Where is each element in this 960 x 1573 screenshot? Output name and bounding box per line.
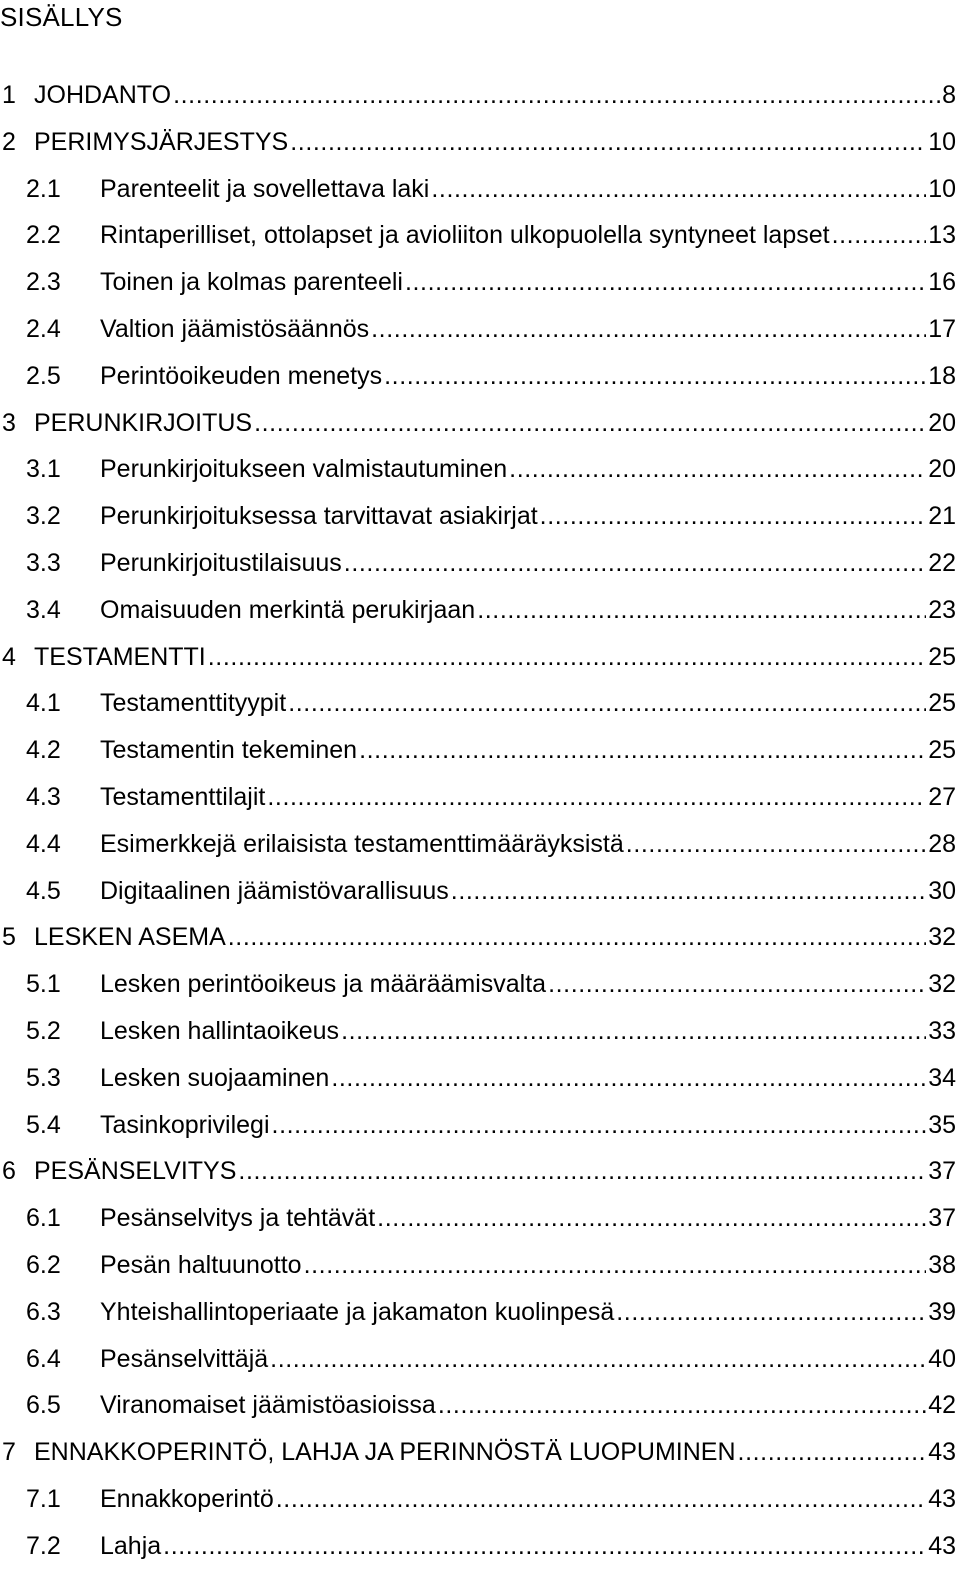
toc-section-entry[interactable] bbox=[0, 1105, 960, 1152]
toc-entry-number: 2 bbox=[2, 127, 16, 156]
toc-section-entry[interactable] bbox=[0, 824, 960, 871]
toc-entry-title: Viranomaiset jäämistöasioissa bbox=[100, 1391, 436, 1420]
toc-dot-leader bbox=[290, 122, 926, 162]
toc-entry-page: 42 bbox=[928, 1391, 956, 1420]
toc-dot-leader bbox=[832, 215, 927, 255]
toc-section-entry[interactable] bbox=[0, 964, 960, 1011]
toc-section-entry[interactable] bbox=[0, 1198, 960, 1245]
toc-entry-page: 33 bbox=[928, 1016, 956, 1045]
toc-entry-number: 3.3 bbox=[26, 548, 61, 577]
toc-dot-leader bbox=[341, 1011, 926, 1051]
toc-entry-title: Ennakkoperintö bbox=[100, 1484, 274, 1513]
toc-entry-title: JOHDANTO bbox=[34, 81, 172, 109]
toc-entry-page: 25 bbox=[928, 689, 956, 718]
toc-entry-number: 6.5 bbox=[26, 1391, 61, 1420]
toc-dot-leader bbox=[548, 964, 926, 1004]
toc-entry-number: 2.4 bbox=[26, 314, 61, 343]
toc-entry-number: 3.1 bbox=[26, 455, 61, 484]
toc-entry-number: 1 bbox=[2, 81, 16, 109]
toc-entry-page: 37 bbox=[928, 1204, 956, 1233]
toc-chapter-entry[interactable] bbox=[0, 75, 960, 122]
toc-section-entry[interactable] bbox=[0, 1385, 960, 1432]
toc-entry-page: 21 bbox=[928, 502, 956, 531]
toc-section-entry[interactable] bbox=[0, 215, 960, 262]
toc-entry-page: 28 bbox=[928, 829, 956, 858]
toc-entry-number: 4.1 bbox=[26, 689, 61, 718]
toc-entry-title: Tasinkoprivilegi bbox=[100, 1110, 270, 1139]
toc-entry-title: Perunkirjoitukseen valmistautuminen bbox=[100, 455, 508, 484]
toc-entry-title: Lesken hallintaoikeus bbox=[100, 1016, 340, 1045]
toc-entry-title: Parenteelit ja sovellettava laki bbox=[100, 174, 430, 203]
toc-entry-page: 20 bbox=[928, 408, 956, 437]
toc-section-entry[interactable] bbox=[0, 1011, 960, 1058]
toc-entry-number: 2.5 bbox=[26, 361, 61, 390]
toc-entry-page: 32 bbox=[928, 970, 956, 999]
toc-dot-leader bbox=[304, 1245, 927, 1285]
toc-entry-page: 34 bbox=[928, 1063, 956, 1092]
toc-entry-number: 4.5 bbox=[26, 876, 61, 905]
toc-section-entry[interactable] bbox=[0, 1479, 960, 1526]
toc-entry-number: 6.2 bbox=[26, 1250, 61, 1279]
toc-section-entry[interactable] bbox=[0, 730, 960, 777]
toc-section-entry[interactable] bbox=[0, 590, 960, 637]
toc-entry-number: 2.1 bbox=[26, 174, 61, 203]
toc-section-entry[interactable] bbox=[0, 1339, 960, 1386]
toc-entry-number: 5.4 bbox=[26, 1110, 61, 1139]
toc-entry-title: LESKEN ASEMA bbox=[34, 923, 226, 952]
toc-entry-title: PERIMYSJÄRJESTYS bbox=[34, 127, 289, 156]
toc-dot-leader bbox=[238, 1151, 926, 1191]
toc-list bbox=[0, 75, 960, 1573]
toc-entry-page: 13 bbox=[928, 221, 956, 250]
toc-entry-number: 4 bbox=[2, 642, 16, 671]
toc-section-entry[interactable] bbox=[0, 1058, 960, 1105]
toc-entry-title: Rintaperilliset, ottolapset ja avioliiton ulkopuolella syntyneet lapset bbox=[100, 221, 830, 250]
toc-chapter-entry[interactable] bbox=[0, 403, 960, 450]
toc-section-entry[interactable] bbox=[0, 356, 960, 403]
toc-dot-leader bbox=[377, 1198, 926, 1238]
toc-entry-number: 3 bbox=[2, 408, 16, 437]
toc-section-entry[interactable] bbox=[0, 1526, 960, 1573]
toc-chapter-entry[interactable] bbox=[0, 917, 960, 964]
toc-entry-number: 7.1 bbox=[26, 1484, 61, 1513]
toc-entry-page: 16 bbox=[928, 268, 956, 297]
toc-entry-page: 38 bbox=[928, 1250, 956, 1279]
toc-dot-leader bbox=[254, 403, 926, 443]
toc-entry-number: 5.3 bbox=[26, 1063, 61, 1092]
toc-dot-leader bbox=[371, 309, 926, 349]
toc-entry-number: 2.3 bbox=[26, 268, 61, 297]
toc-entry-title: PESÄNSELVITYS bbox=[34, 1157, 237, 1186]
toc-entry-title: PERUNKIRJOITUS bbox=[34, 408, 253, 437]
toc-entry-title: Digitaalinen jäämistövarallisuus bbox=[100, 876, 449, 905]
toc-dot-leader bbox=[384, 356, 926, 396]
toc-entry-title: Pesänselvitys ja tehtävät bbox=[100, 1204, 376, 1233]
toc-dot-leader bbox=[276, 1479, 926, 1519]
toc-chapter-entry[interactable] bbox=[0, 637, 960, 684]
toc-entry-title: Perunkirjoitustilaisuus bbox=[100, 548, 342, 577]
toc-entry-title: Testamentin tekeminen bbox=[100, 736, 358, 765]
toc-entry-number: 3.2 bbox=[26, 502, 61, 531]
toc-dot-leader bbox=[616, 1292, 926, 1332]
toc-entry-page: 37 bbox=[928, 1157, 956, 1186]
toc-chapter-entry[interactable] bbox=[0, 1432, 960, 1479]
toc-entry-page: 22 bbox=[928, 548, 956, 577]
toc-entry-title: Toinen ja kolmas parenteeli bbox=[100, 268, 403, 297]
toc-entry-number: 5 bbox=[2, 923, 16, 952]
toc-entry-page: 25 bbox=[928, 642, 956, 671]
toc-dot-leader bbox=[267, 777, 926, 817]
toc-dot-leader bbox=[272, 1105, 927, 1145]
toc-section-entry[interactable] bbox=[0, 543, 960, 590]
toc-entry-number: 3.4 bbox=[26, 595, 61, 624]
toc-dot-leader bbox=[331, 1058, 926, 1098]
toc-dot-leader bbox=[438, 1385, 926, 1425]
toc-section-entry[interactable] bbox=[0, 683, 960, 730]
toc-entry-title: Lesken suojaaminen bbox=[100, 1063, 330, 1092]
toc-entry-title: Lahja bbox=[100, 1531, 162, 1560]
toc-entry-title: Testamenttityypit bbox=[100, 689, 287, 718]
toc-entry-page: 30 bbox=[928, 876, 956, 905]
toc-entry-page: 39 bbox=[928, 1297, 956, 1326]
toc-entry-page: 23 bbox=[928, 595, 956, 624]
toc-entry-number: 2.2 bbox=[26, 221, 61, 250]
toc-dot-leader bbox=[228, 917, 926, 957]
toc-dot-leader bbox=[509, 449, 926, 489]
toc-dot-leader bbox=[431, 169, 926, 209]
toc-chapter-entry[interactable] bbox=[0, 122, 960, 169]
toc-entry-number: 4.2 bbox=[26, 736, 61, 765]
toc-dot-leader bbox=[405, 262, 926, 302]
toc-entry-title: Perunkirjoituksessa tarvittavat asiakirjat bbox=[100, 502, 538, 531]
toc-entry-number: 6.4 bbox=[26, 1344, 61, 1373]
toc-entry-page: 10 bbox=[928, 174, 956, 203]
toc-entry-title: Pesänselvittäjä bbox=[100, 1344, 269, 1373]
toc-entry-page: 17 bbox=[928, 314, 956, 343]
toc-entry-number: 4.4 bbox=[26, 829, 61, 858]
toc-entry-page: 35 bbox=[928, 1110, 956, 1139]
toc-dot-leader bbox=[163, 1526, 926, 1566]
toc-section-entry[interactable] bbox=[0, 449, 960, 496]
toc-entry-number: 7.2 bbox=[26, 1531, 61, 1560]
toc-entry-title: Pesän haltuunotto bbox=[100, 1250, 302, 1279]
toc-entry-title: TESTAMENTTI bbox=[34, 642, 206, 671]
toc-entry-page: 10 bbox=[928, 127, 956, 156]
toc-dot-leader bbox=[270, 1339, 926, 1379]
toc-entry-page: 18 bbox=[928, 361, 956, 390]
toc-dot-leader bbox=[344, 543, 926, 583]
toc-entry-page: 43 bbox=[928, 1484, 956, 1513]
toc-section-entry[interactable] bbox=[0, 871, 960, 918]
toc-entry-title: Valtion jäämistösäännös bbox=[100, 314, 370, 343]
toc-entry-page: 40 bbox=[928, 1344, 956, 1373]
toc-entry-number: 5.1 bbox=[26, 970, 61, 999]
toc-dot-leader bbox=[540, 496, 927, 536]
toc-entry-page: 27 bbox=[928, 782, 956, 811]
toc-section-entry[interactable] bbox=[0, 309, 960, 356]
toc-dot-leader bbox=[626, 824, 926, 864]
toc-section-entry[interactable] bbox=[0, 169, 960, 216]
toc-section-entry[interactable] bbox=[0, 262, 960, 309]
toc-entry-title: Perintöoikeuden menetys bbox=[100, 361, 383, 390]
toc-entry-number: 6 bbox=[2, 1157, 16, 1186]
toc-dot-leader bbox=[359, 730, 926, 770]
toc-section-entry[interactable] bbox=[0, 1292, 960, 1339]
toc-entry-page: 20 bbox=[928, 455, 956, 484]
toc-entry-title: Omaisuuden merkintä perukirjaan bbox=[100, 595, 476, 624]
toc-dot-leader bbox=[173, 75, 940, 115]
toc-dot-leader bbox=[477, 590, 926, 630]
toc-section-entry[interactable] bbox=[0, 1245, 960, 1292]
toc-section-entry[interactable] bbox=[0, 496, 960, 543]
toc-entry-number: 5.2 bbox=[26, 1016, 61, 1045]
toc-entry-title: Lesken perintöoikeus ja määräämisvalta bbox=[100, 970, 547, 999]
toc-dot-leader bbox=[451, 871, 926, 911]
toc-entry-page: 25 bbox=[928, 736, 956, 765]
toc-entry-title: Yhteishallintoperiaate ja jakamaton kuolinpesä bbox=[100, 1297, 615, 1326]
toc-entry-title: ENNAKKOPERINTÖ, LAHJA JA PERINNÖSTÄ LUOPUMINEN bbox=[34, 1438, 736, 1467]
toc-title: SISÄLLYS bbox=[0, 2, 123, 32]
toc-entry-page: 32 bbox=[928, 923, 956, 952]
toc-entry-page: 8 bbox=[942, 81, 956, 109]
toc-dot-leader bbox=[288, 683, 926, 723]
toc-dot-leader bbox=[738, 1432, 927, 1472]
toc-dot-leader bbox=[208, 637, 926, 677]
toc-chapter-entry[interactable] bbox=[0, 1151, 960, 1198]
toc-entry-title: Esimerkkejä erilaisista testamenttimääräyksistä bbox=[100, 829, 624, 858]
toc-entry-number: 6.1 bbox=[26, 1204, 61, 1233]
toc-entry-page: 43 bbox=[928, 1531, 956, 1560]
toc-entry-page: 43 bbox=[928, 1438, 956, 1467]
toc-section-entry[interactable] bbox=[0, 777, 960, 824]
toc-entry-title: Testamenttilajit bbox=[100, 782, 266, 811]
toc-entry-number: 4.3 bbox=[26, 782, 61, 811]
toc-entry-number: 7 bbox=[2, 1438, 16, 1467]
toc-entry-number: 6.3 bbox=[26, 1297, 61, 1326]
